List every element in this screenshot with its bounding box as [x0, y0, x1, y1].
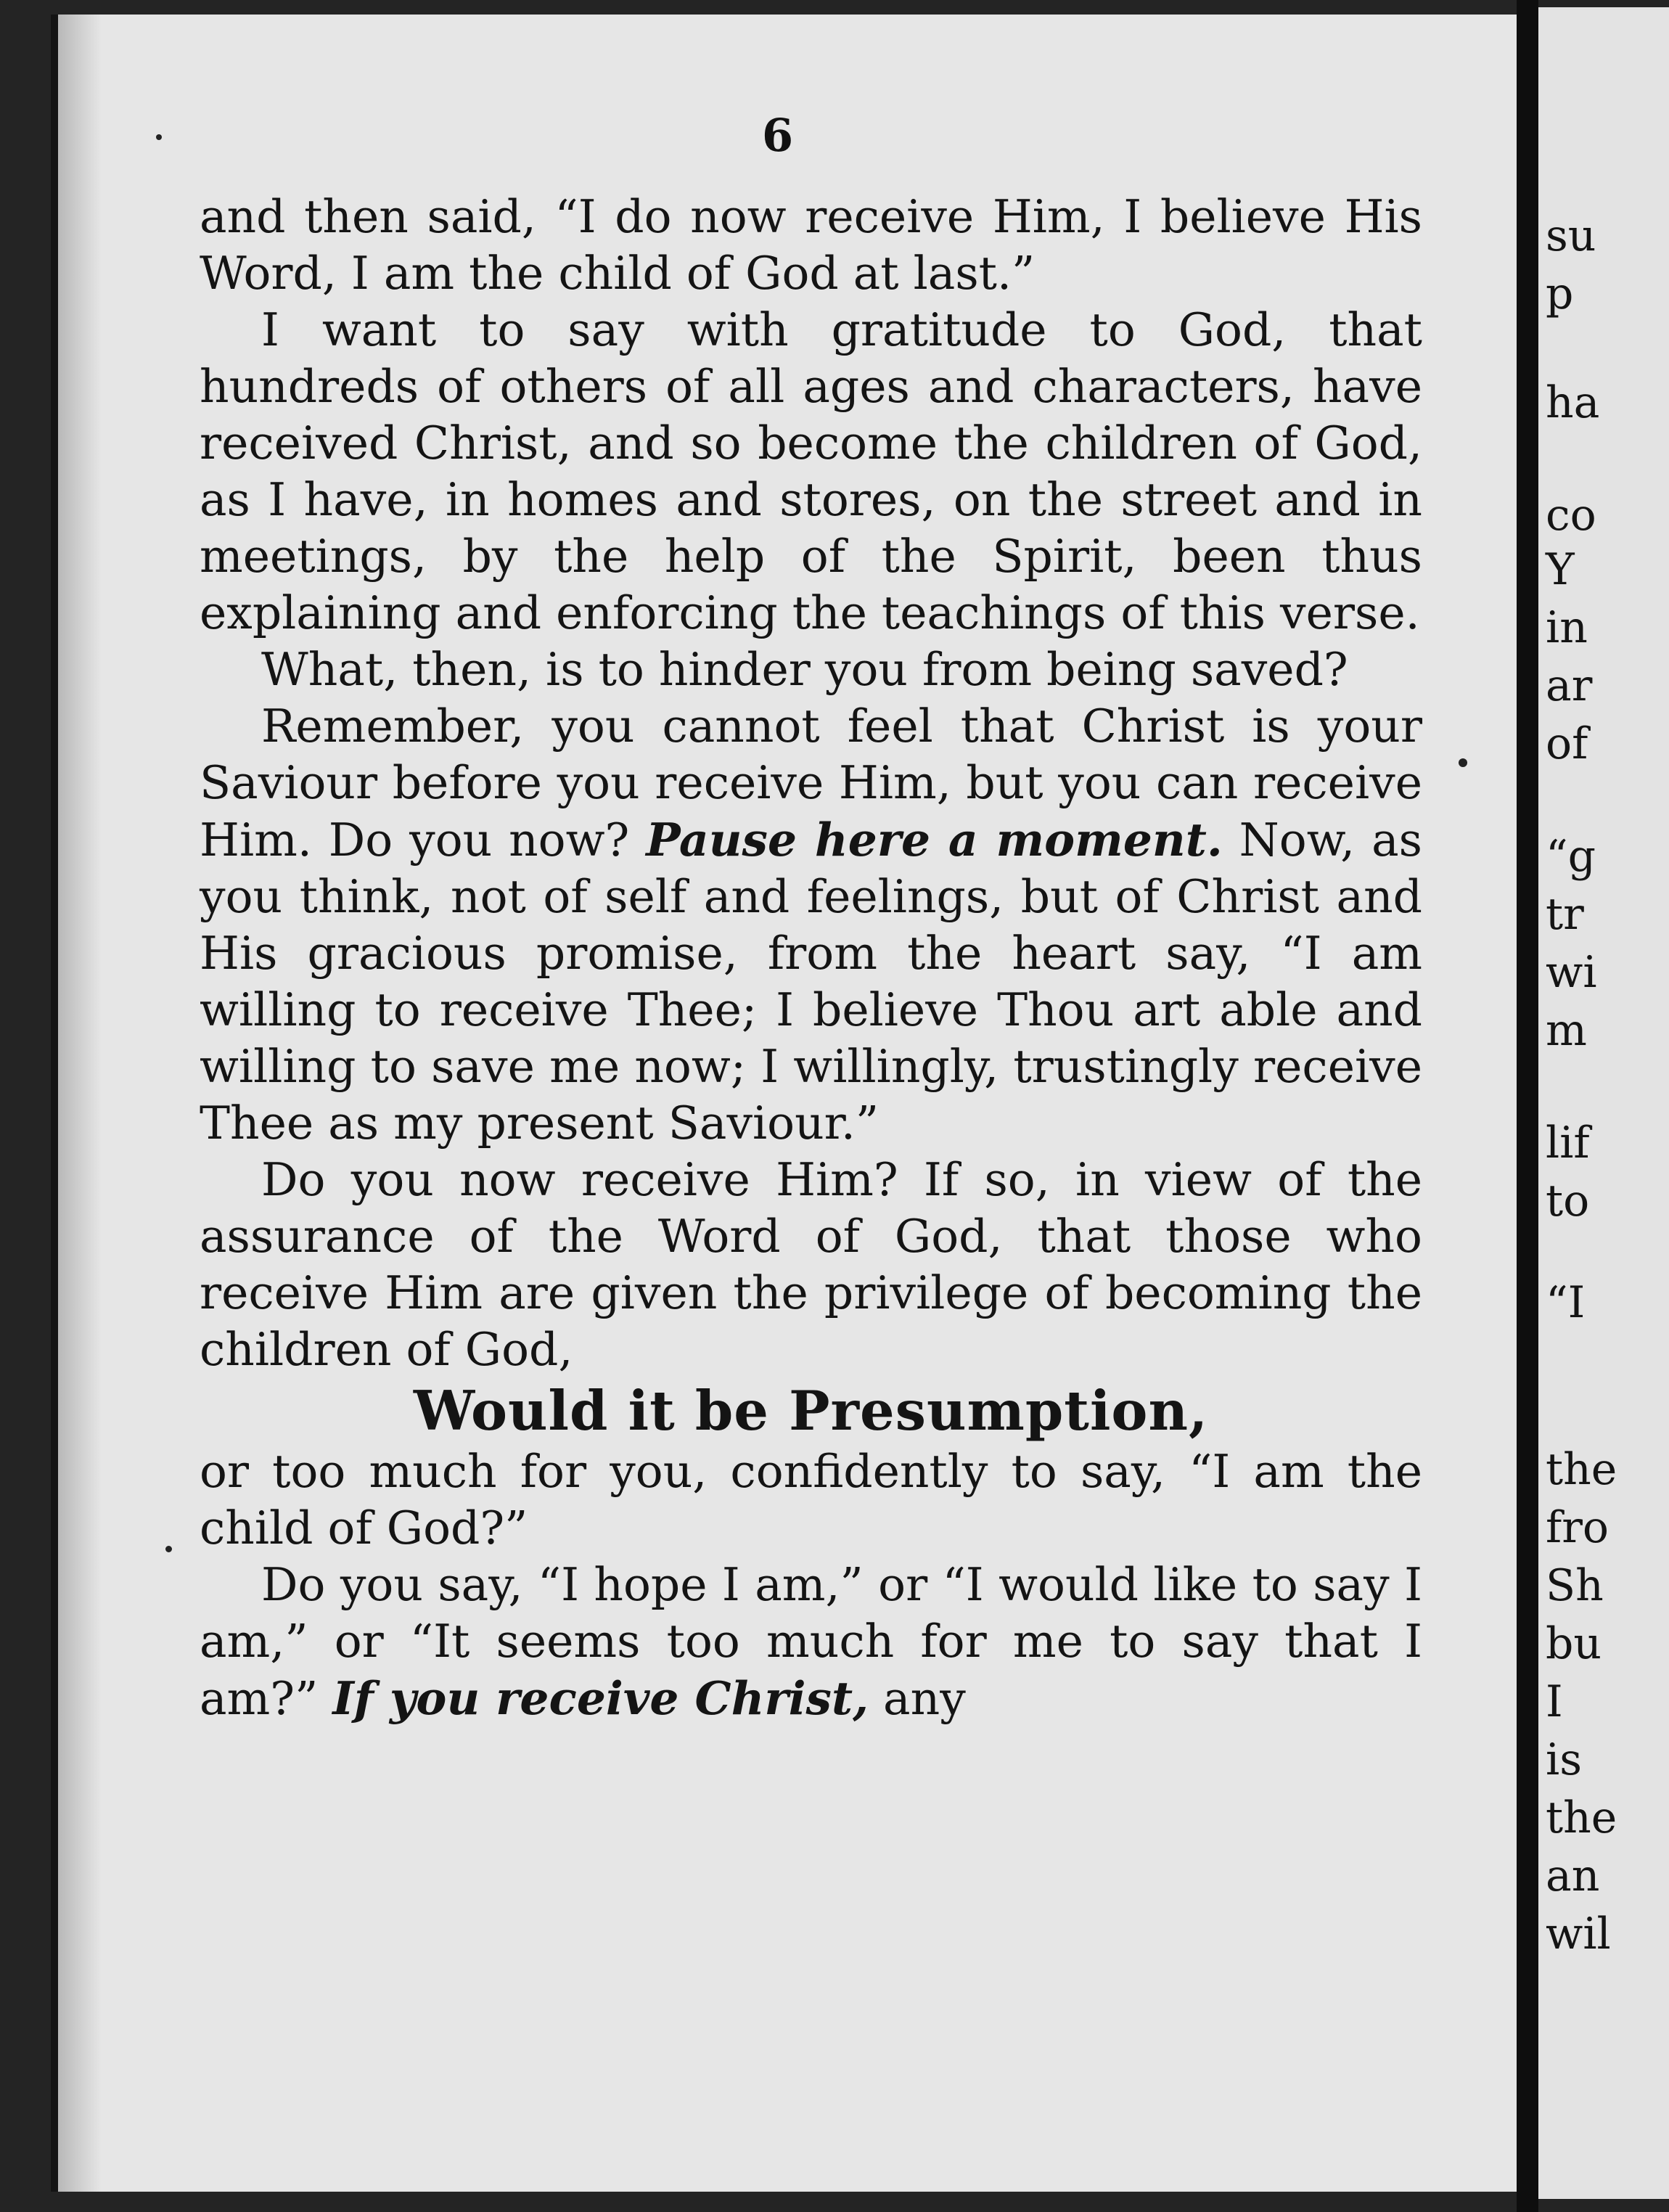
- next-page-fragment: fro: [1546, 1502, 1609, 1553]
- next-page-fragment: I: [1546, 1676, 1563, 1727]
- next-page-fragment: wi: [1546, 947, 1597, 998]
- page-number: 6: [762, 109, 794, 162]
- paragraph-3: What, then, is to hinder you from being saved?: [261, 643, 1348, 696]
- right-page-edge: [1538, 7, 1669, 2199]
- next-page-fragment: the: [1546, 1444, 1617, 1495]
- page-shadow: [58, 15, 102, 2192]
- next-page-fragment: ar: [1546, 660, 1593, 711]
- next-page-fragment: to: [1546, 1176, 1590, 1226]
- next-page-fragment: in: [1546, 602, 1588, 653]
- page-text: [200, 189, 1422, 1727]
- next-page-fragment: lif: [1546, 1118, 1590, 1168]
- paragraph-7: [200, 1557, 1422, 1727]
- paragraph-7-text-b: any: [869, 1672, 966, 1725]
- next-page-fragment: co: [1546, 490, 1596, 541]
- paragraph-2: I want to say with gratitude to God, that hundreds of others of all ages and characters, have received Christ, and so become the children of God, as I have, in homes and stores, on the street and in meetings, by the help of the Spirit, been thus explaining and enforcing the teachings of this verse.: [200, 303, 1422, 639]
- next-page-fragment: an: [1546, 1851, 1600, 1901]
- paragraph-6: or too much for you, confidently to say, “I am the child of God?”: [200, 1445, 1422, 1554]
- ink-speck: [1459, 758, 1467, 767]
- next-page-fragment: bu: [1546, 1618, 1602, 1669]
- ink-speck: [165, 1546, 172, 1552]
- paragraph-5: Do you now receive Him? If so, in view of the assurance of the Word of God, that those who receive Him are given the privilege of becoming the children of God,: [200, 1153, 1422, 1376]
- next-page-fragment: “g: [1546, 831, 1596, 882]
- paragraph-4-italic: Pause here a moment.: [646, 813, 1223, 867]
- ink-speck: [156, 134, 162, 140]
- section-heading: Would it be Presumption,: [413, 1379, 1209, 1443]
- next-page-fragment: m: [1546, 1005, 1587, 1056]
- paragraph-4-text-b: Now, as you think, not of self and feelings, but of Christ and His gracious promise, from the heart say, “I am willing to receive Thee; I believe Thou art able and willing to save me now; I willingly, trustingly receive Thee as my present Saviour.”: [200, 814, 1422, 1150]
- next-page-fragment: p: [1546, 269, 1574, 319]
- next-page-fragment: tr: [1546, 889, 1584, 940]
- book-gutter: [1517, 0, 1538, 2212]
- next-page-fragment: the: [1546, 1793, 1617, 1843]
- paragraph-7-italic: If you receive Christ,: [332, 1671, 869, 1725]
- next-page-fragment: Sh: [1546, 1560, 1604, 1611]
- next-page-fragment: Y: [1546, 544, 1575, 595]
- paragraph-4: [200, 698, 1422, 1152]
- next-page-fragment: is: [1546, 1734, 1582, 1785]
- next-page-fragment: wil: [1546, 1909, 1611, 1959]
- next-page-fragment: su: [1546, 210, 1596, 261]
- next-page-fragment: “I: [1546, 1277, 1586, 1328]
- next-page-fragment: ha: [1546, 377, 1600, 428]
- paragraph-1: and then said, “I do now receive Him, I believe His Word, I am the child of God at last.”: [200, 190, 1422, 300]
- next-page-fragment: of: [1546, 718, 1588, 769]
- paragraph-4-text-a: Remember, you cannot feel that Christ is your Saviour before you receive Him, but you can receive Him. Do you now?: [200, 700, 1422, 867]
- paragraph-7-text-a: Do you say, “I hope I am,” or “I would like to say I am,” or “It seems too much for me to say that I am?”: [200, 1558, 1422, 1725]
